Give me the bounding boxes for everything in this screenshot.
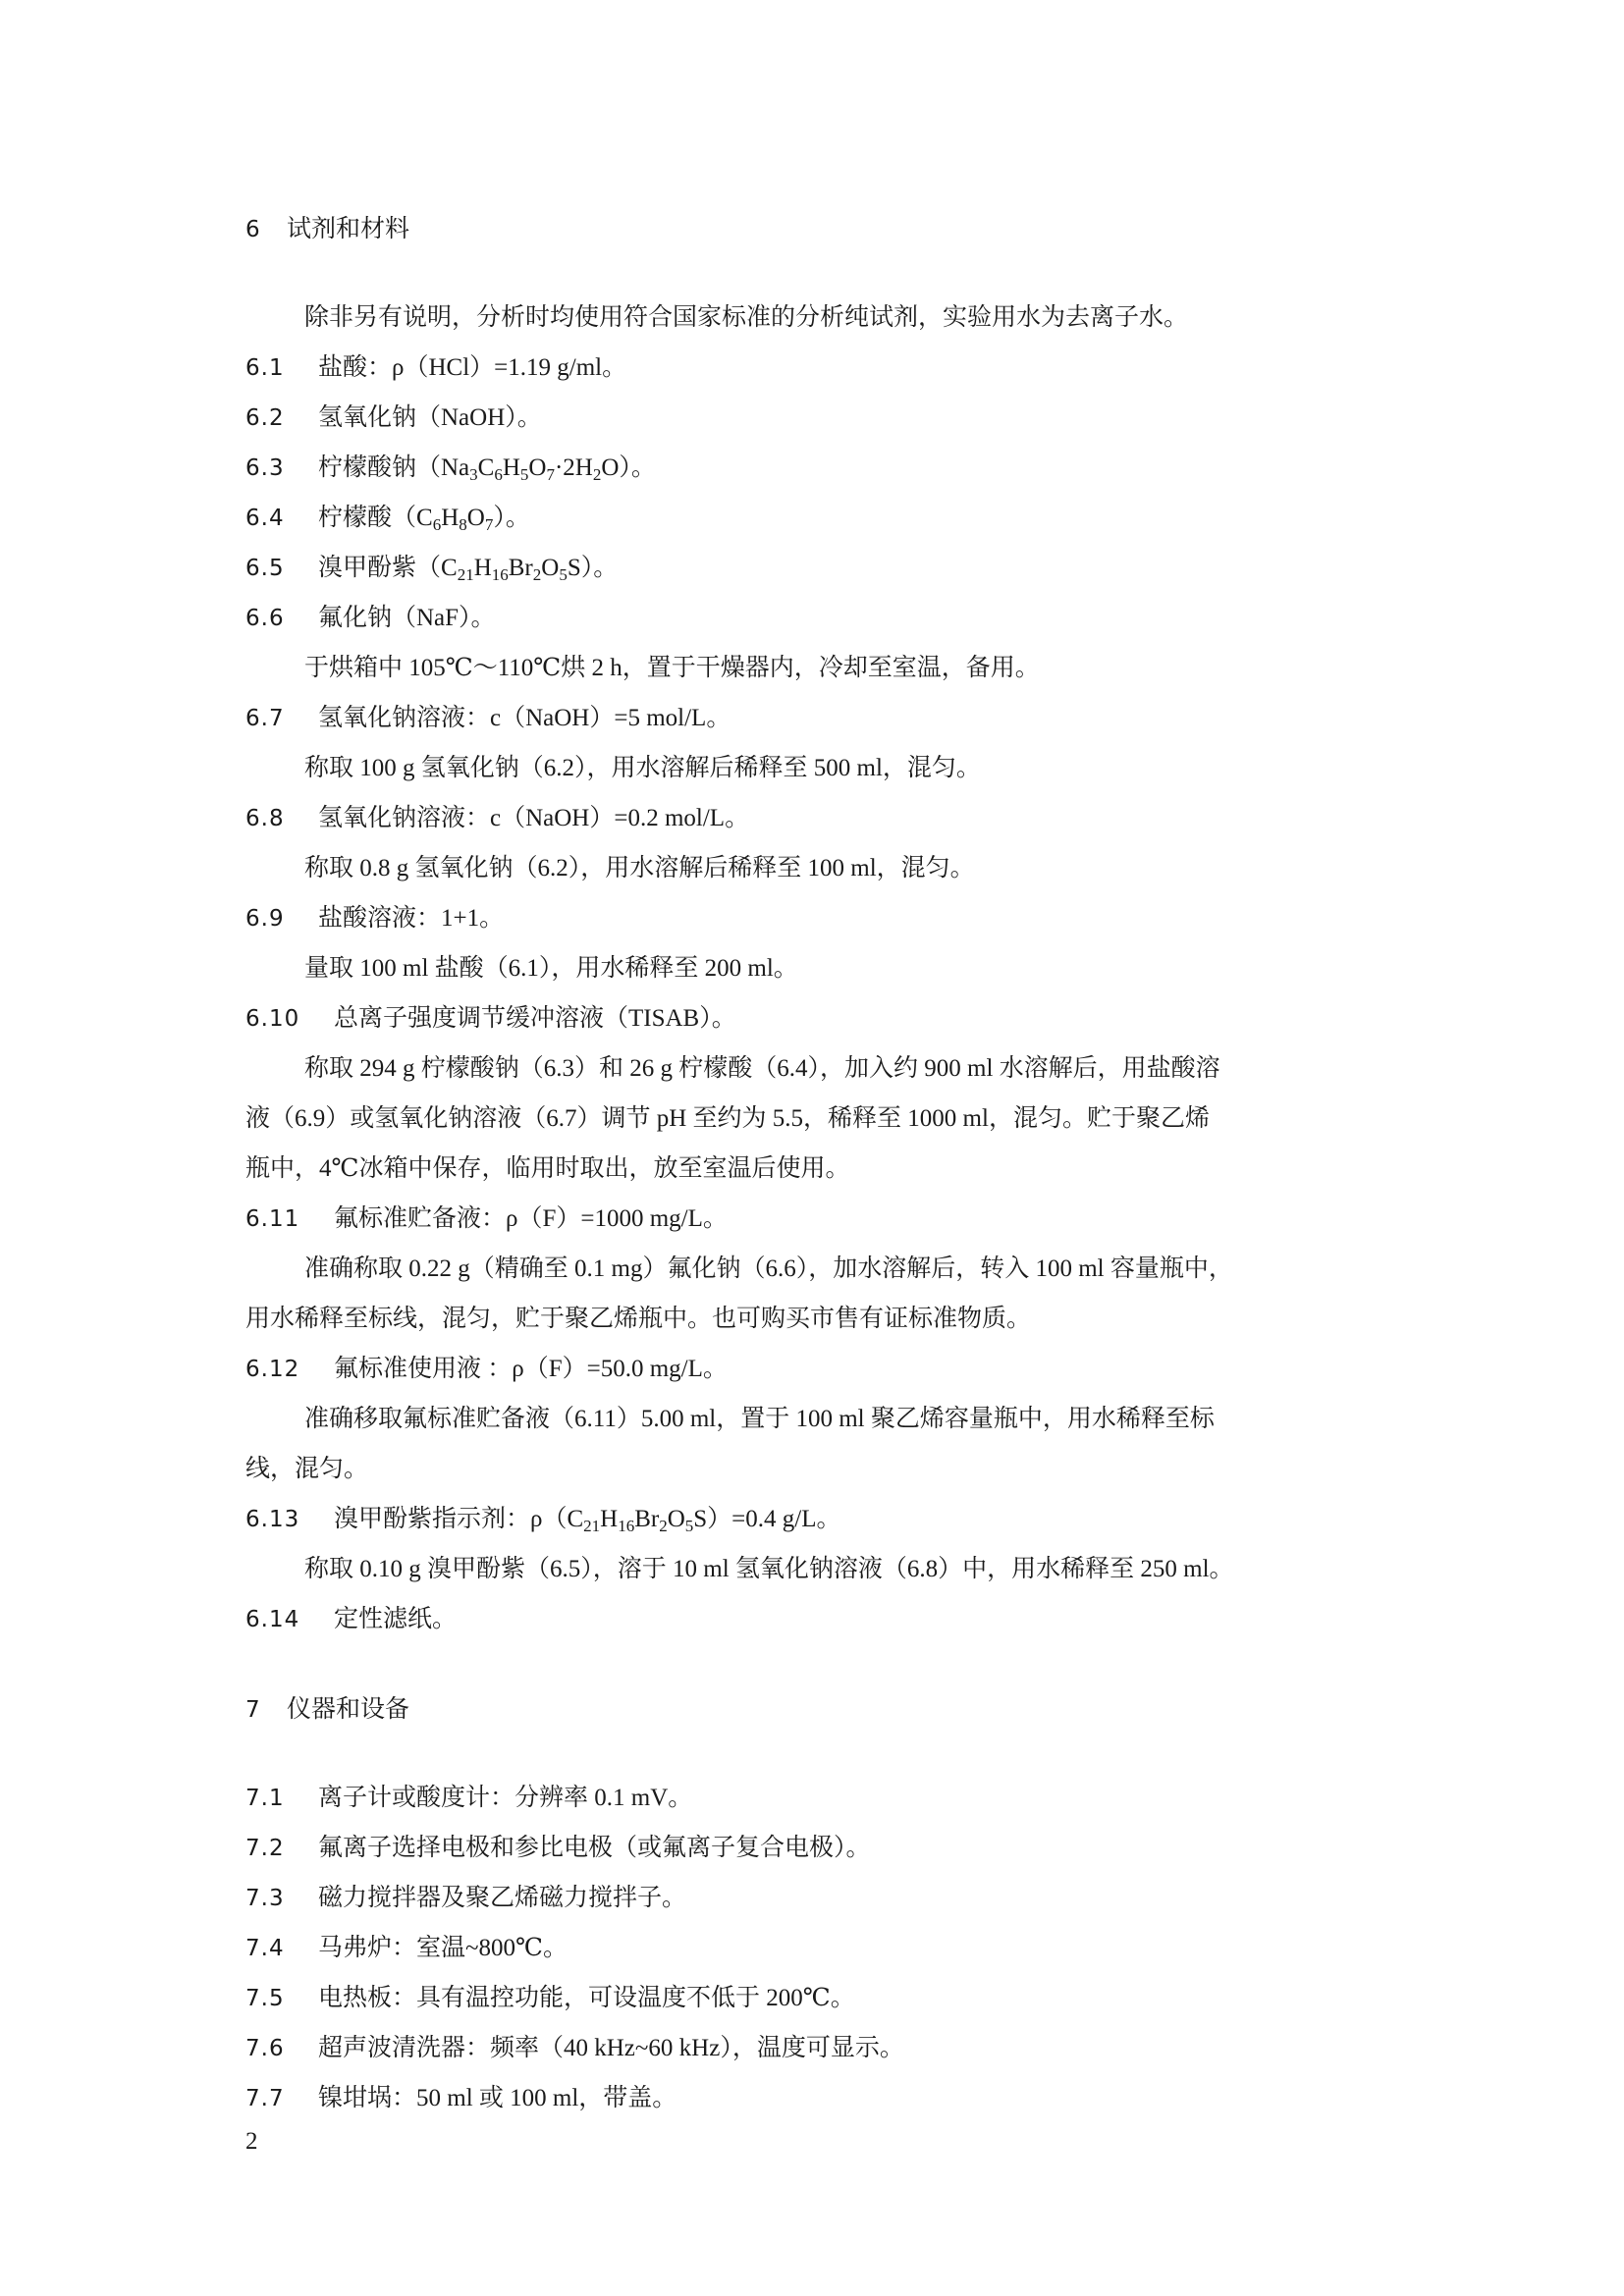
item-number: 6.6 xyxy=(245,606,285,631)
item-detail: 称取 294 g 柠檬酸钠（6.3）和 26 g 柠檬酸（6.4），加入约 900 ml 水溶解后，用盐酸溶 xyxy=(304,1055,1220,1082)
item-number: 6.11 xyxy=(245,1206,300,1232)
item-text: 磁力搅拌器及聚乙烯磁力搅拌子。 xyxy=(318,1885,687,1911)
item-number: 7.6 xyxy=(245,2036,285,2061)
item-number: 6.10 xyxy=(245,1006,300,1032)
item-number: 6.4 xyxy=(245,506,285,531)
item-number: 7.1 xyxy=(245,1786,285,1811)
item-7-4 xyxy=(245,1934,568,1963)
item-text: 氟化钠（NaF）。 xyxy=(318,605,496,631)
item-detail: 液（6.9）或氢氧化钠溶液（6.7）调节 pH 至约为 5.5，稀释至 1000 ml，混匀。贮于聚乙烯 xyxy=(245,1105,1210,1132)
item-text: 溴甲酚紫指示剂：$\rho(C_{21}H_{16}Br_2O_5S)=0.4$ g/L。 xyxy=(334,1506,841,1535)
item-detail: 准确称取 0.22 g（精确至 0.1 mg）氟化钠（6.6），加水溶解后，转入 100 ml 容量瓶中， xyxy=(304,1255,1233,1282)
item-text: 氟离子选择电极和参比电极（或氟离子复合电极）。 xyxy=(318,1835,871,1861)
item-text: 氢氧化钠（NaOH）。 xyxy=(318,404,542,431)
item-number: 6.13 xyxy=(245,1507,300,1532)
item-6-6 xyxy=(245,604,496,633)
section-number: 6 xyxy=(245,217,261,242)
item-number: 6.9 xyxy=(245,906,285,932)
item-text: 电热板：具有温控功能，可设温度不低于 200℃。 xyxy=(318,1985,855,2011)
item-detail: 称取 100 g 氢氧化钠（6.2），用水溶解后稀释至 500 ml，混匀。 xyxy=(304,755,981,781)
item-number: 7.2 xyxy=(245,1836,285,1861)
section-title: 仪器和设备 xyxy=(287,1694,410,1723)
item-text: 镍坩埚：50 ml 或 100 ml，带盖。 xyxy=(318,2085,677,2111)
section-number: 7 xyxy=(245,1697,261,1723)
item-number: 7.4 xyxy=(245,1936,285,1961)
item-6-1 xyxy=(245,353,626,383)
item-6-3 xyxy=(245,454,656,483)
section-heading-6 xyxy=(245,214,409,244)
item-number: 6.5 xyxy=(245,556,285,581)
item-detail: 瓶中，4℃冰箱中保存，临用时取出，放至室温后使用。 xyxy=(245,1155,850,1182)
item-7-6 xyxy=(245,2034,904,2063)
section-heading-7 xyxy=(245,1694,409,1725)
item-text: 溴甲酚紫$(C_{21}H_{16}Br_2O_5S)$。 xyxy=(318,555,619,584)
item-detail: 称取 0.8 g 氢氧化钠（6.2），用水溶解后稀释至 100 ml，混匀。 xyxy=(304,855,975,881)
item-text: 氢氧化钠溶液：c（NaOH）=5 mol/L。 xyxy=(318,705,731,731)
item-text: 定性滤纸。 xyxy=(334,1606,458,1632)
item-number: 6.12 xyxy=(245,1357,300,1382)
item-text: 氟标准贮备液：ρ（F）=1000 mg/L。 xyxy=(334,1205,728,1232)
section-title: 试剂和材料 xyxy=(287,214,410,242)
item-text: 氢氧化钠溶液：c（NaOH）=0.2 mol/L。 xyxy=(318,805,750,831)
item-number: 6.7 xyxy=(245,706,285,731)
item-detail: 用水稀释至标线，混匀，贮于聚乙烯瓶中。也可购买市售有证标准物质。 xyxy=(245,1306,1032,1332)
item-6-5 xyxy=(245,554,618,583)
item-number: 6.2 xyxy=(245,405,285,431)
item-detail: 于烘箱中 105℃～110℃烘 2 h，置于干燥器内，冷却至室温，备用。 xyxy=(304,655,1040,681)
item-text: 盐酸：ρ（HCl）=1.19 g/ml。 xyxy=(318,354,627,381)
item-number: 6.1 xyxy=(245,355,285,381)
item-6-9 xyxy=(245,904,504,934)
item-7-1 xyxy=(245,1784,692,1813)
item-7-7 xyxy=(245,2084,677,2113)
item-number: 7.7 xyxy=(245,2086,285,2111)
item-text: 盐酸溶液：1+1。 xyxy=(318,905,505,932)
item-6-8 xyxy=(245,804,749,833)
item-detail: 线，混匀。 xyxy=(245,1456,369,1482)
item-number: 6.3 xyxy=(245,455,285,481)
item-7-3 xyxy=(245,1884,686,1913)
item-number: 6.14 xyxy=(245,1607,300,1632)
item-text: 柠檬酸$(C_6H_8O_7)$。 xyxy=(318,505,530,534)
item-6-13 xyxy=(245,1505,841,1534)
item-text: 总离子强度调节缓冲溶液（TISAB）。 xyxy=(334,1005,736,1032)
item-7-5 xyxy=(245,1984,855,2013)
item-detail: 准确移取氟标准贮备液（6.11）5.00 ml，置于 100 ml 聚乙烯容量瓶中，用水稀释至标 xyxy=(304,1406,1215,1432)
item-6-10 xyxy=(245,1004,736,1034)
item-6-11 xyxy=(245,1204,728,1234)
item-6-2 xyxy=(245,403,542,433)
item-text: 离子计或酸度计：分辨率 0.1 mV。 xyxy=(318,1785,693,1811)
item-detail: 量取 100 ml 盐酸（6.1），用水稀释至 200 ml。 xyxy=(304,955,798,982)
item-text: 超声波清洗器：频率（40 kHz~60 kHz），温度可显示。 xyxy=(318,2035,904,2061)
item-number: 7.3 xyxy=(245,1886,285,1911)
item-6-4 xyxy=(245,504,530,533)
page-number: 2 xyxy=(245,2128,258,2155)
item-number: 7.5 xyxy=(245,1986,285,2011)
item-6-14 xyxy=(245,1605,457,1634)
item-text: 马弗炉：室温~800℃。 xyxy=(318,1935,568,1961)
item-detail: 称取 0.10 g 溴甲酚紫（6.5），溶于 10 ml 氢氧化钠溶液（6.8）中，用水稀释至 250 ml。 xyxy=(304,1556,1234,1582)
section-intro: 除非另有说明，分析时均使用符合国家标准的分析纯试剂，实验用水为去离子水。 xyxy=(304,304,1189,331)
item-text: 氟标准使用液 ：ρ（F）=50.0 mg/L。 xyxy=(334,1356,728,1382)
item-7-2 xyxy=(245,1834,871,1863)
item-text: 柠檬酸钠$(Na_3C_6H_5O_7\cdot 2H_2O)$。 xyxy=(318,454,656,484)
item-6-7 xyxy=(245,704,731,733)
item-6-12 xyxy=(245,1355,728,1384)
item-number: 6.8 xyxy=(245,806,285,831)
